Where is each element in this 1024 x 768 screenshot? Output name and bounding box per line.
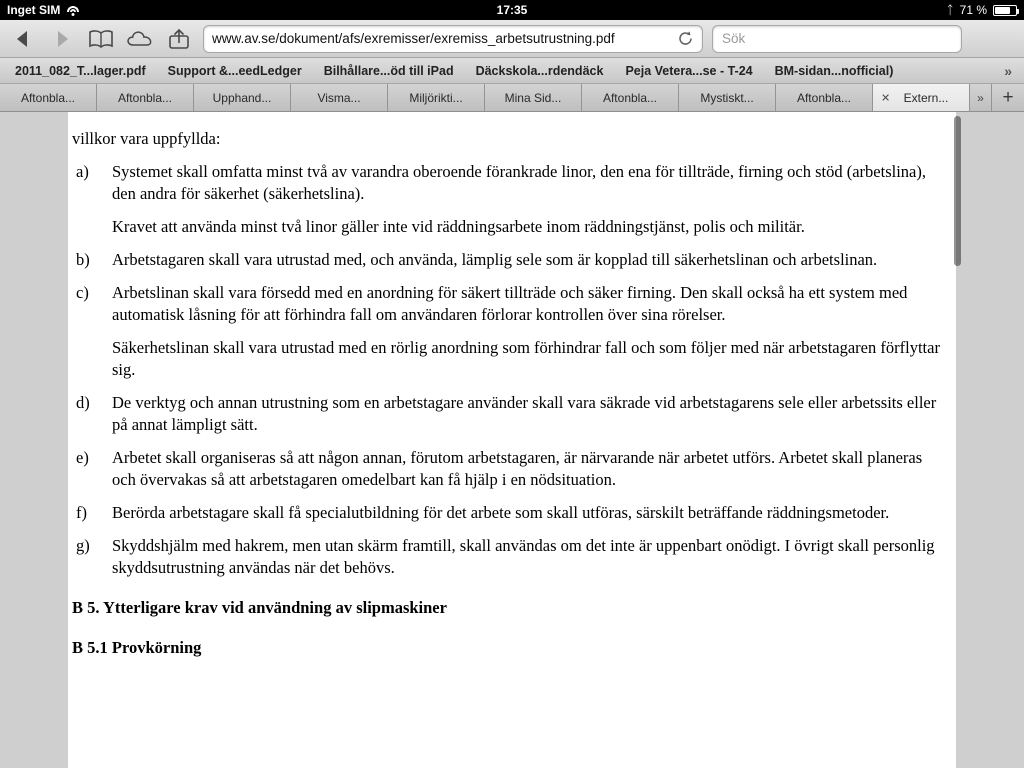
tab-bar [0,84,1024,112]
list-marker: a) [76,162,89,181]
new-tab-button[interactable]: + [992,84,1024,111]
list-item-text: Arbetslinan skall vara försedd med en anordning för säkert tillträde och säker firning. Den skall också ha ett system med automatisk låsning för att förhindra fall om användaren förlorar kontrollen över sina rörelser. [112,283,908,324]
status-bar-right [946,0,1017,20]
list-item-text: Systemet skall omfatta minst två av varandra oberoende förankrade linor, den ena för tillträde, firning och stöd (arbetslina), den andra för säkerhet (säkerhetslina). [112,162,926,203]
tab-item-active[interactable] [873,84,970,111]
tab-item[interactable] [485,84,582,111]
back-arrow-icon[interactable] [8,26,38,52]
battery-icon [993,5,1017,16]
list-item [68,392,956,436]
list-marker: d) [76,393,90,412]
tab-overflow-button[interactable]: » [970,84,992,111]
list-item-text: Arbetstagaren skall vara utrustad med, och använda, lämplig sele som är kopplad till säkerhetslinan och arbetslinan. [112,250,878,269]
pdf-page-content [68,128,956,659]
bookmark-item[interactable]: Support &...eedLedger [167,63,302,78]
clock-label: 17:35 [496,3,528,17]
tab-item[interactable] [0,84,97,111]
paragraph-text: villkor vara uppfyllda: [72,129,221,148]
list-marker: f) [76,503,87,522]
list-item-text: De verktyg och annan utrustning som en arbetstagare använder skall vara säkrade vid arbetstagarens sele eller arbetssits eller på annat lämpligt sätt. [112,393,937,434]
tab-item[interactable] [388,84,485,111]
bookmark-item[interactable]: 2011_082_T...lager.pdf [15,63,146,78]
tab-item[interactable] [679,84,776,111]
pdf-viewport[interactable] [0,112,1024,768]
list-marker [68,337,112,381]
address-bar[interactable] [203,25,703,53]
tab-label: Mina Sid... [504,90,562,105]
share-icon[interactable] [164,26,194,52]
search-placeholder-text: Sök [722,31,746,46]
tab-label: Aftonbla... [796,90,852,105]
tab-label: Visma... [317,90,361,105]
tab-label: Aftonbla... [602,90,658,105]
bookmark-item[interactable]: Bilhållare...öd till iPad [323,63,454,78]
tab-label: Miljörikti... [409,90,463,105]
forward-arrow-icon[interactable] [47,26,77,52]
list-item-text: Säkerhetslinan skall vara utrustad med en rörlig anordning som förhindrar fall och som följer med när arbetstagaren förflyttar sig. [112,338,940,379]
list-marker: b) [76,250,90,269]
browser-toolbar [0,20,1024,58]
section-heading: B 5. Ytterligare krav vid användning av slipmaskiner [72,598,447,617]
tab-item[interactable] [776,84,873,111]
carrier-label: Inget SIM [7,3,61,17]
tab-item[interactable] [97,84,194,111]
list-item-text: Berörda arbetstagare skall få specialutbildning för det arbete som skall utföras, särskilt beträffande räddningsmetoder. [112,503,890,522]
list-item [68,161,956,205]
address-bar-text: www.av.se/dokument/afs/exremisser/exremiss_arbetsutrustning.pdf [212,31,615,46]
book-icon[interactable] [86,26,116,52]
list-item [68,447,956,491]
tab-label: Aftonbla... [20,90,76,105]
search-input[interactable] [712,25,962,53]
tab-label: Extern... [903,90,949,105]
tab-label: Aftonbla... [117,90,173,105]
bookmark-item[interactable]: Däckskola...rdendäck [475,63,604,78]
list-item-text: Skyddshjälm med hakrem, men utan skärm framtill, skall användas om det inte är uppenbart onödigt. I övrigt skall personlig skyddsutrustning användas när det behövs. [112,536,935,577]
pdf-page [68,112,956,768]
list-item [68,535,956,579]
cloud-icon[interactable] [125,26,155,52]
list-item-text: Kravet att använda minst två linor gäller inte vid räddningsarbete inom räddningstjänst, polis och militär. [112,217,805,236]
tab-item[interactable] [194,84,291,111]
close-icon[interactable]: ✕ [881,92,891,104]
reload-icon[interactable] [676,30,694,48]
list-item [68,249,956,271]
bluetooth-icon: ᛏ [946,3,954,17]
status-bar [0,0,1024,20]
tab-label: Upphand... [212,90,272,105]
chevron-double-right-icon[interactable]: » [1004,62,1012,79]
battery-percent-label: 71 % [959,3,987,17]
list-item [68,337,956,381]
list-item [68,282,956,326]
list-marker: e) [76,448,89,467]
bookmark-item[interactable]: Peja Vetera...se - T-24 [625,63,753,78]
list-item-text: Arbetet skall organiseras så att någon annan, förutom arbetstagaren, är närvarande när arbetet utförs. Arbetet skall planeras och övervakas så att arbetstagaren omedelbart kan få hjälp i en nödsituation. [112,448,923,489]
bookmark-item[interactable]: BM-sidan...nofficial) [774,63,894,78]
list-item [68,216,956,238]
vertical-scrollbar[interactable] [954,116,961,266]
list-marker: c) [76,283,89,302]
tab-item[interactable] [582,84,679,111]
bookmarks-bar [0,58,1024,84]
section-heading: B 5.1 Provkörning [72,638,202,657]
tab-label: Mystiskt... [700,90,754,105]
tab-item[interactable] [291,84,388,111]
list-marker [68,216,112,238]
list-marker: g) [76,536,90,555]
list-item [68,502,956,524]
